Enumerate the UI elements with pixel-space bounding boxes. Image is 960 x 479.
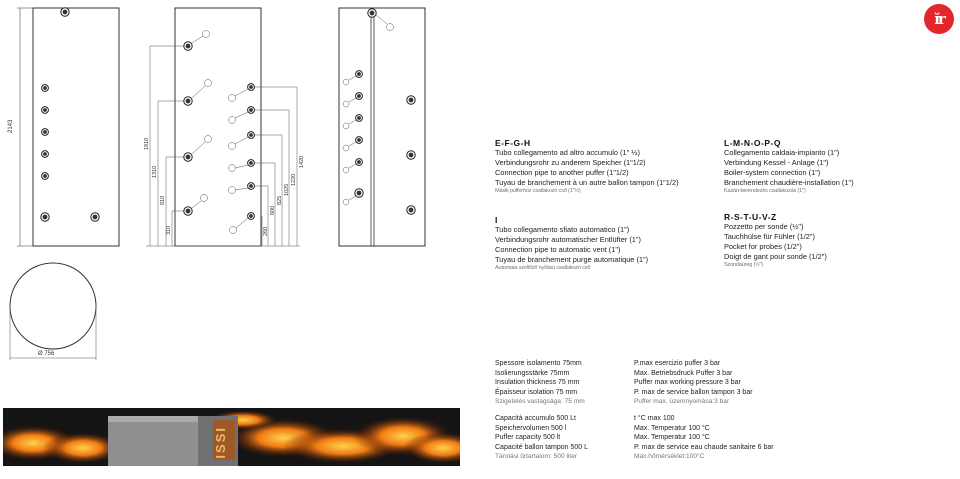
spec-line: Insulation thickness 75 mm (495, 379, 580, 387)
connection-lmnopq-line: Collegamento caldaia-impianto (1") (724, 148, 840, 157)
connection-lmnopq-title: L-M-N-O-P-Q (724, 138, 781, 148)
connection-i-title: I (495, 215, 498, 225)
spec-line: Capacité ballon tampon 500 L (495, 443, 589, 451)
dim-height-label: 2143 (8, 119, 14, 133)
spec-line: Épaisseur isolation 75 mm (495, 388, 578, 396)
dim-260-label: 260 (263, 226, 269, 236)
spec-line: P. max de service ballon tampon 3 bar (634, 388, 753, 396)
spec-line: P. max de service eau chaude sanitaire 6 bar (634, 443, 774, 451)
spec-pressure-block (634, 359, 753, 407)
connection-efgh-title: E-F-G-H (495, 138, 531, 148)
spec-temperature-block (634, 414, 774, 462)
dim-825-label: 825 (277, 195, 283, 205)
tank-side-view (144, 8, 305, 246)
brand-logo (924, 4, 954, 34)
dim-310-label: 310 (166, 225, 172, 235)
spec-line: Capacità accumulo 500 Lt (495, 415, 576, 422)
spec-line: Speichervolumen 500 l (495, 424, 567, 432)
spec-insulation-block (495, 359, 585, 407)
spec-line: P.max esercizio puffer 3 bar (634, 360, 721, 367)
tank-top-view (10, 263, 96, 360)
spec-line: Isolierungsstärke 75mm (495, 369, 570, 377)
brand-logo-text: ĭr (934, 10, 944, 28)
connection-efgh-line: Tubo collegamento ad altro accumulo (1" ½) (495, 148, 640, 157)
tank-front-view (8, 8, 119, 246)
spec-line: Spessore isolamento 75mm (495, 360, 582, 367)
spec-line: t °C max 100 (634, 415, 675, 422)
connection-i-line: Tuyau de branchement purge automatique (1") (495, 255, 649, 264)
spec-capacity-hu: Tárolási űrtartalom: 500 liter (495, 453, 578, 461)
tank-rear-view (339, 8, 425, 246)
connection-efgh-line: Verbindungsrohr zu anderem Speicher (1"1/2) (495, 158, 646, 167)
spec-capacity-block (495, 414, 588, 462)
dim-1220-label: 1220 (291, 173, 297, 186)
dim-1310-label: 1310 (152, 165, 158, 178)
connection-lmnopq-block (724, 138, 854, 194)
spec-pressure-hu: Puffer max. üzemnyomása:3 bar (634, 398, 730, 406)
dim-810-label: 810 (160, 195, 166, 205)
connection-rstuvz-line: Tauchhülse für Fühler (1/2") (724, 232, 815, 241)
tank-label: ISSI (213, 426, 228, 459)
technical-drawing (0, 0, 460, 370)
spec-temperature-hu: Max.hőmérséklet:100°C (634, 453, 705, 461)
dim-600-label: 600 (270, 205, 276, 215)
connection-i-hu: Automata szellőző nyílású csatlakozó cső (495, 265, 591, 271)
connection-rstuvz-title: R-S-T-U-V-Z (724, 212, 777, 222)
connection-efgh-line: Connection pipe to another puffer (1"1/2) (495, 168, 629, 177)
dim-1025-label: 1025 (284, 183, 290, 196)
connection-lmnopq-line: Branchement chaudière-installation (1") (724, 178, 854, 187)
spec-insulation-hu: Szigetelés vastagsága: 75 mm (495, 398, 585, 406)
connection-rstuvz-hu: Szondaüreg (½") (724, 262, 764, 268)
connection-lmnopq-hu: Kazán-berendezés csatlakozás (1") (724, 188, 806, 194)
connection-i-line: Connection pipe to automatic vent (1") (495, 245, 621, 254)
connection-i-line: Verbindungsrohr automatischer Entlüfter (1") (495, 235, 641, 244)
connection-efgh-block (495, 138, 679, 194)
flames-image (3, 408, 460, 466)
dim-1420-label: 1420 (299, 155, 305, 168)
connection-rstuvz-line: Pozzetto per sonde (½") (724, 222, 804, 231)
connection-efgh-hu: Másik pufferhoz csatlakozó cső (1"½) (495, 188, 581, 194)
connection-i-block (495, 215, 648, 271)
connection-i-line: Tubo collegamento sfiato automatico (1") (495, 225, 630, 234)
connection-rstuvz-block (724, 212, 827, 268)
connection-lmnopq-line: Boiler-system connection (1") (724, 168, 821, 177)
product-banner (3, 408, 460, 466)
spec-line: Max. Temperatur 100 °C (634, 424, 710, 432)
spec-line: Puffer capacity 500 lt (495, 434, 561, 442)
connection-efgh-line: Tuyau de branchement à un autre ballon tampon (1"1/2) (495, 178, 679, 187)
diameter-label: Ø 756 (38, 351, 55, 357)
connection-lmnopq-line: Verbindung Kessel - Anlage (1") (724, 158, 829, 167)
spec-line: Puffer max working pressure 3 bar (634, 379, 741, 387)
dim-1810-label: 1810 (144, 137, 150, 150)
connection-rstuvz-line: Pocket for probes (1/2") (724, 242, 802, 251)
spec-line: Max. Temperatur 100 °C (634, 434, 710, 442)
connection-rstuvz-line: Doigt de gant pour sonde (1/2") (724, 252, 827, 261)
spec-line: Max. Betriebsdruck Puffer 3 bar (634, 369, 733, 377)
